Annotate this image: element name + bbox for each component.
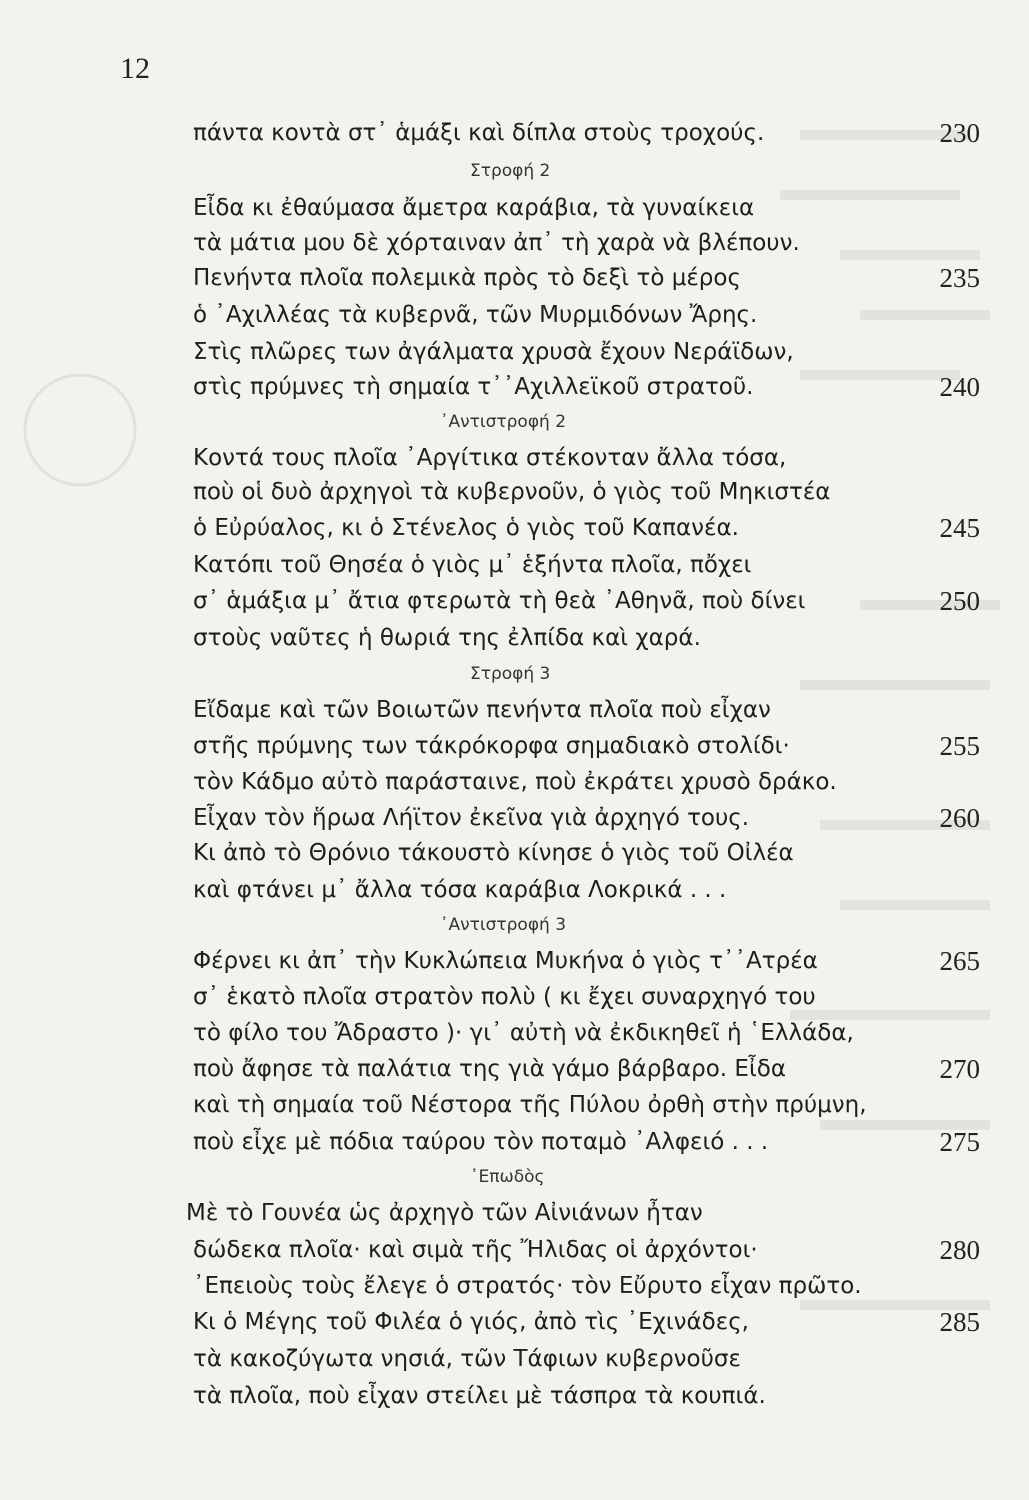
line-number: 255 xyxy=(939,731,980,761)
verse-line: τὸν Κάδμο αὐτὸ παράσταινε, ποὺ ἐκράτει χρυσὸ δράκο. xyxy=(193,769,837,795)
verse-line: καὶ τὴ σημαία τοῦ Νέστορα τῆς Πύλου ὀρθὴ στὴν πρύμνη, xyxy=(193,1092,867,1118)
verse-line: στοὺς ναῦτες ἡ θωριά της ἐλπίδα καὶ χαρά. xyxy=(193,625,701,651)
verse-line: στὶς πρύμνες τὴ σημαία τ᾿᾿Αχιλλεϊκοῦ στρατοῦ. xyxy=(193,374,754,400)
line-number: 235 xyxy=(939,263,980,293)
verse-line: Εἶχαν τὸν ἥρωα Λήϊτον ἐκεῖνα γιὰ ἀρχηγό τους. xyxy=(193,805,750,831)
verse-line: σ᾿ ἁμάξια μ᾿ ἄτια φτερωτὰ τὴ θεὰ ᾿Αθηνᾶ, ποὺ δίνει xyxy=(193,588,806,614)
line-number: 230 xyxy=(939,118,980,148)
verse-line: Φέρνει κι ἀπ᾿ τὴν Κυκλώπεια Μυκήνα ὁ γιὸς τ᾿᾿Ατρέα xyxy=(193,948,818,974)
line-number: 270 xyxy=(939,1054,980,1084)
verse-line: στῆς πρύμνης των τάκρόκορφα σημαδιακὸ στολίδι· xyxy=(193,733,790,759)
verse-line: τὰ πλοῖα, ποὺ εἶχαν στείλει μὲ τάσπρα τὰ κουπιά. xyxy=(193,1383,766,1409)
line-number: 250 xyxy=(939,586,980,616)
verse-line: πάντα κοντὰ στ᾿ ἁμάξι καὶ δίπλα στοὺς τροχούς. xyxy=(193,120,765,146)
line-number: 260 xyxy=(939,803,980,833)
verse-line: ποὺ εἶχε μὲ πόδια ταύρου τὸν ποταμὸ ᾿Αλφειό . . . xyxy=(193,1129,769,1155)
verse-line: Πενήντα πλοῖα πολεμικὰ πρὸς τὸ δεξὶ τὸ μέρος xyxy=(193,265,741,291)
verse-line: ποὺ ἄφησε τὰ παλάτια της γιὰ γάμο βάρβαρο. Εἶδα xyxy=(193,1056,786,1082)
line-number: 275 xyxy=(939,1127,980,1157)
verse-line: Μὲ τὸ Γουνέα ὡς ἀρχηγὸ τῶν Αἰνιάνων ἦταν xyxy=(186,1200,703,1226)
line-number: 265 xyxy=(939,946,980,976)
verse-line: Κι ὁ Μέγης τοῦ Φιλέα ὁ γιός, ἀπὸ τὶς ᾿Εχινάδες, xyxy=(193,1309,749,1335)
verse-line: Κοντά τους πλοῖα ᾿Αργίτικα στέκονταν ἄλλα τόσα, xyxy=(193,445,787,471)
section-heading-epode: ᾿Επωδὸς xyxy=(470,1167,545,1187)
verse-line: καὶ φτάνει μ᾿ ἄλλα τόσα καράβια Λοκρικά . . . xyxy=(193,877,727,903)
verse-line: Κι ἀπὸ τὸ Θρόνιο τάκουστὸ κίνησε ὁ γιὸς τοῦ Οἰλέα xyxy=(193,840,794,866)
section-heading-antistrophe-3: ᾿Αντιστροφή 3 xyxy=(440,915,567,935)
verse-line: Εἴδαμε καὶ τῶν Βοιωτῶν πενήντα πλοῖα ποὺ εἶχαν xyxy=(193,697,771,723)
page-number: 12 xyxy=(120,52,150,85)
verse-line: Κατόπι τοῦ Θησέα ὁ γιὸς μ᾿ ἑξήντα πλοῖα, πὄχει xyxy=(193,552,752,578)
line-number: 280 xyxy=(939,1235,980,1265)
verse-line: δώδεκα πλοῖα· καὶ σιμὰ τῆς Ἤλιδας οἱ ἀρχόντοι· xyxy=(193,1237,758,1263)
line-number: 240 xyxy=(939,372,980,402)
verse-line: τὰ μάτια μου δὲ χόρταιναν ἀπ᾿ τὴ χαρὰ νὰ βλέπουν. xyxy=(193,230,800,256)
verse-line: ᾿Επειοὺς τοὺς ἔλεγε ὁ στρατός· τὸν Εὔρυτο εἶχαν πρῶτο. xyxy=(193,1273,862,1299)
verse-line: Στὶς πλῶρες των ἀγάλματα χρυσὰ ἔχουν Νεράϊδων, xyxy=(193,339,794,365)
verse-line: ποὺ οἱ δυὸ ἀρχηγοὶ τὰ κυβερνοῦν, ὁ γιὸς τοῦ Μηκιστέα xyxy=(193,479,831,505)
verse-line: ὁ Εὐρύαλος, κι ὁ Στένελος ὁ γιὸς τοῦ Καπανέα. xyxy=(193,515,739,541)
verse-line: Εἶδα κι ἐθαύμασα ἄμετρα καράβια, τὰ γυναίκεια xyxy=(193,195,755,221)
verse-line: ὁ ᾿Αχιλλέας τὰ κυβερνᾶ, τῶν Μυρμιδόνων Ἄρης. xyxy=(193,302,758,328)
line-number: 245 xyxy=(939,513,980,543)
section-heading-antistrophe-2: ᾿Αντιστροφή 2 xyxy=(440,412,567,432)
line-number: 285 xyxy=(939,1307,980,1337)
verse-line: τὸ φίλο του Ἄδραστο )· γι᾿ αὐτὴ νὰ ἐκδικηθεῖ ἡ ῾Ελλάδα, xyxy=(193,1020,854,1046)
section-heading-strophe-3: Στροφή 3 xyxy=(470,664,551,684)
verse-line: σ᾿ ἑκατὸ πλοῖα στρατὸν πολὺ ( κι ἔχει συναρχηγό του xyxy=(193,984,816,1010)
section-heading-strophe-2: Στροφή 2 xyxy=(470,161,551,181)
verse-line: τὰ κακοζύγωτα νησιά, τῶν Τάφιων κυβερνοῦσε xyxy=(193,1346,741,1372)
